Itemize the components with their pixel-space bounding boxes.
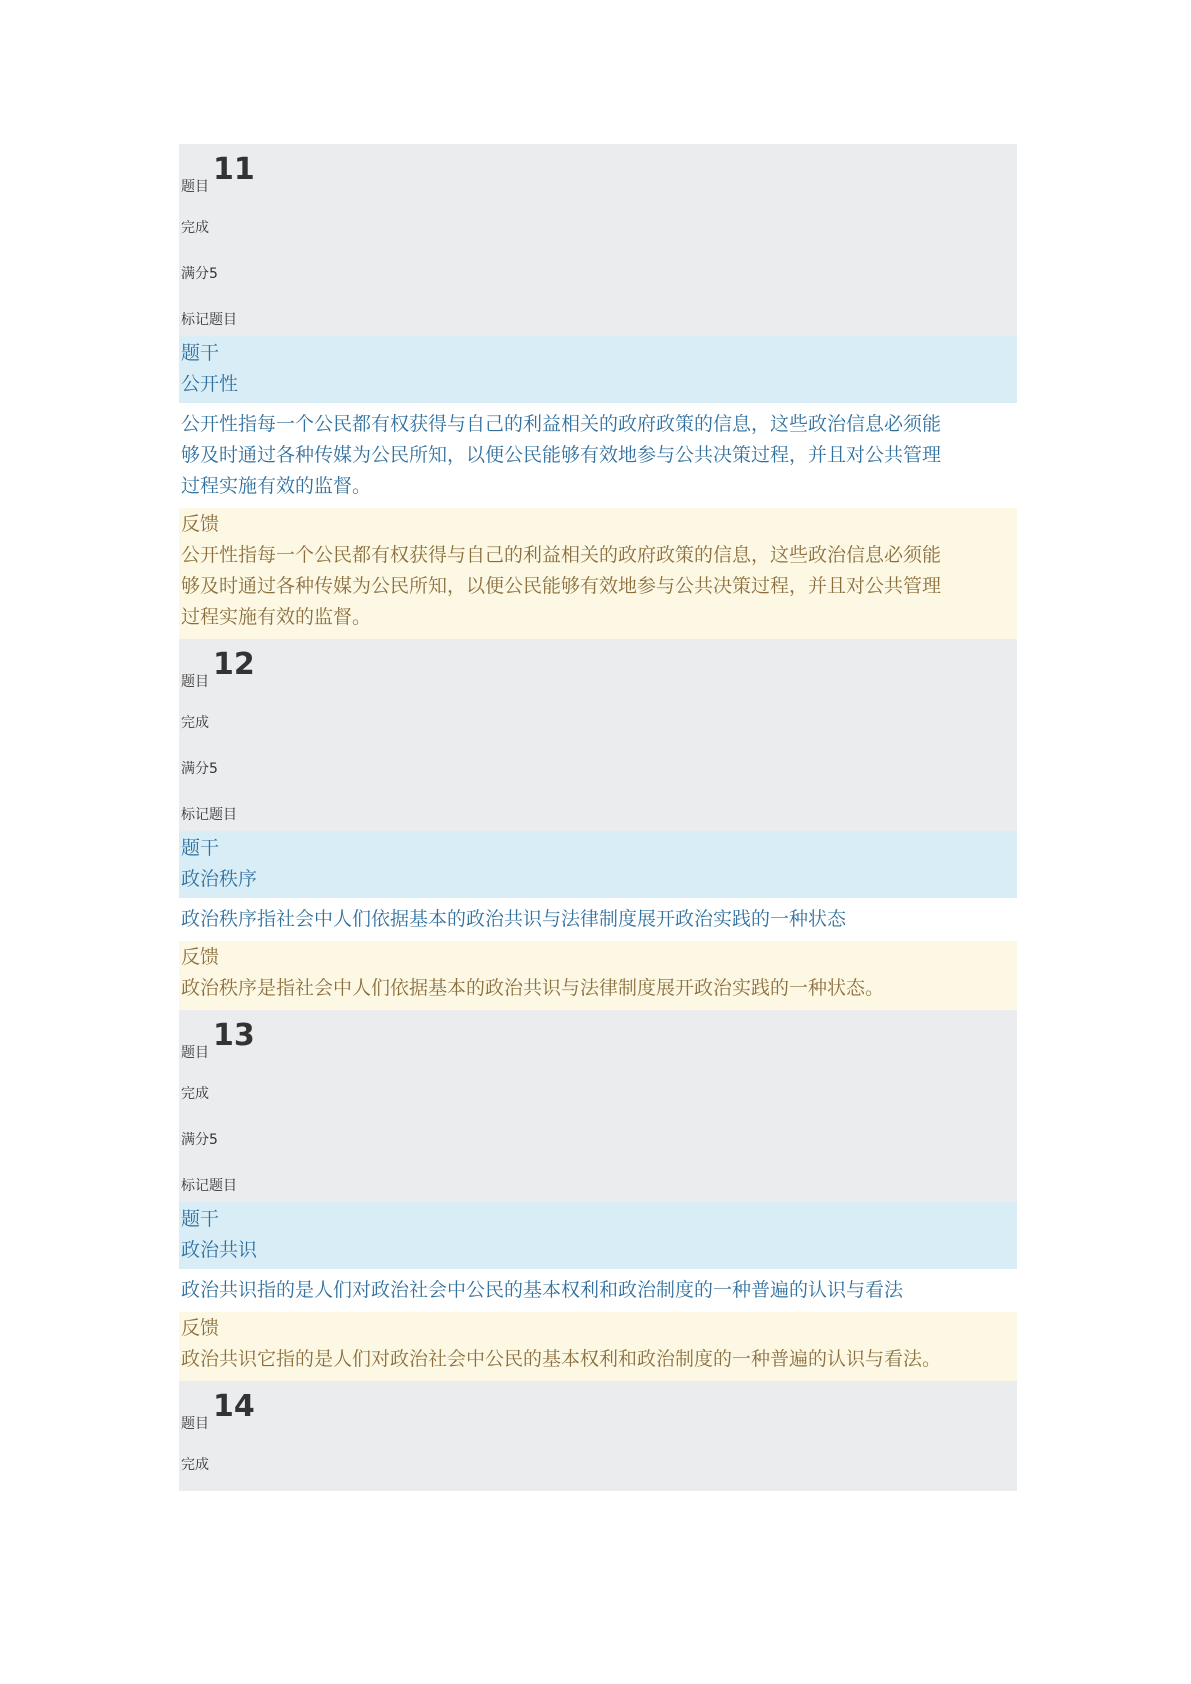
- answer-line: 过程实施有效的监督。: [181, 475, 372, 497]
- question-block: [179, 1010, 1017, 1381]
- flag-question-link[interactable]: 标记题目: [181, 1178, 237, 1194]
- question-info: [179, 1010, 1017, 1202]
- question-text: [179, 831, 1017, 898]
- question-text-content: 公开性: [181, 373, 239, 395]
- feedback-line: 政治秩序是指社会中人们依据基本的政治共识与法律制度展开政治实践的一种状态。: [181, 977, 885, 999]
- feedback-label: 反馈: [181, 1317, 220, 1339]
- question-number: 12: [213, 647, 255, 682]
- question-number: 14: [213, 1389, 255, 1424]
- answer-line: 政治共识指的是人们对政治社会中公民的基本权利和政治制度的一种普遍的认识与看法: [181, 1279, 904, 1301]
- question-heading: [181, 152, 1017, 195]
- question-heading: [181, 1018, 1017, 1061]
- question-label: 题目: [181, 1045, 209, 1061]
- question-number: 11: [213, 152, 255, 187]
- feedback-box: [179, 1312, 1017, 1381]
- question-grade: 满分5: [181, 761, 218, 777]
- answer-line: 政治秩序指社会中人们依据基本的政治共识与法律制度展开政治实践的一种状态: [181, 908, 847, 930]
- question-block: [179, 1381, 1017, 1491]
- feedback-line: 够及时通过各种传媒为公民所知，以便公民能够有效地参与公共决策过程，并且对公共管理: [181, 575, 942, 597]
- question-state: 完成: [181, 1086, 209, 1102]
- question-text-content: 政治共识: [181, 1239, 258, 1261]
- question-heading: [181, 647, 1017, 690]
- feedback-box: [179, 941, 1017, 1010]
- question-state: 完成: [181, 220, 209, 236]
- answer-text: [179, 898, 1017, 941]
- question-text-label: 题干: [181, 342, 220, 364]
- feedback-line: 政治共识它指的是人们对政治社会中公民的基本权利和政治制度的一种普遍的认识与看法。: [181, 1348, 942, 1370]
- question-text-content: 政治秩序: [181, 868, 258, 890]
- answer-line: 够及时通过各种传媒为公民所知，以便公民能够有效地参与公共决策过程，并且对公共管理: [181, 444, 942, 466]
- question-state: 完成: [181, 715, 209, 731]
- question-text: [179, 1202, 1017, 1269]
- answer-line: 公开性指每一个公民都有权获得与自己的利益相关的政府政策的信息，这些政治信息必须能: [181, 413, 942, 435]
- question-state: 完成: [181, 1457, 209, 1473]
- question-info: [179, 639, 1017, 831]
- answer-text: [179, 403, 1017, 508]
- question-info: [179, 1381, 1017, 1491]
- flag-question-link[interactable]: 标记题目: [181, 807, 237, 823]
- question-label: 题目: [181, 179, 209, 195]
- question-grade: 满分5: [181, 1132, 218, 1148]
- question-label: 题目: [181, 1416, 209, 1432]
- question-text-label: 题干: [181, 837, 220, 859]
- feedback-line: 公开性指每一个公民都有权获得与自己的利益相关的政府政策的信息，这些政治信息必须能: [181, 544, 942, 566]
- answer-text: [179, 1269, 1017, 1312]
- quiz-review: [179, 144, 1017, 1491]
- feedback-line: 过程实施有效的监督。: [181, 606, 372, 628]
- question-label: 题目: [181, 674, 209, 690]
- question-text: [179, 336, 1017, 403]
- question-block: [179, 144, 1017, 639]
- feedback-label: 反馈: [181, 513, 220, 535]
- feedback-label: 反馈: [181, 946, 220, 968]
- question-heading: [181, 1389, 1017, 1432]
- flag-question-link[interactable]: 标记题目: [181, 312, 237, 328]
- question-info: [179, 144, 1017, 336]
- question-number: 13: [213, 1018, 255, 1053]
- question-text-label: 题干: [181, 1208, 220, 1230]
- question-block: [179, 639, 1017, 1010]
- feedback-box: [179, 508, 1017, 639]
- question-grade: 满分5: [181, 266, 218, 282]
